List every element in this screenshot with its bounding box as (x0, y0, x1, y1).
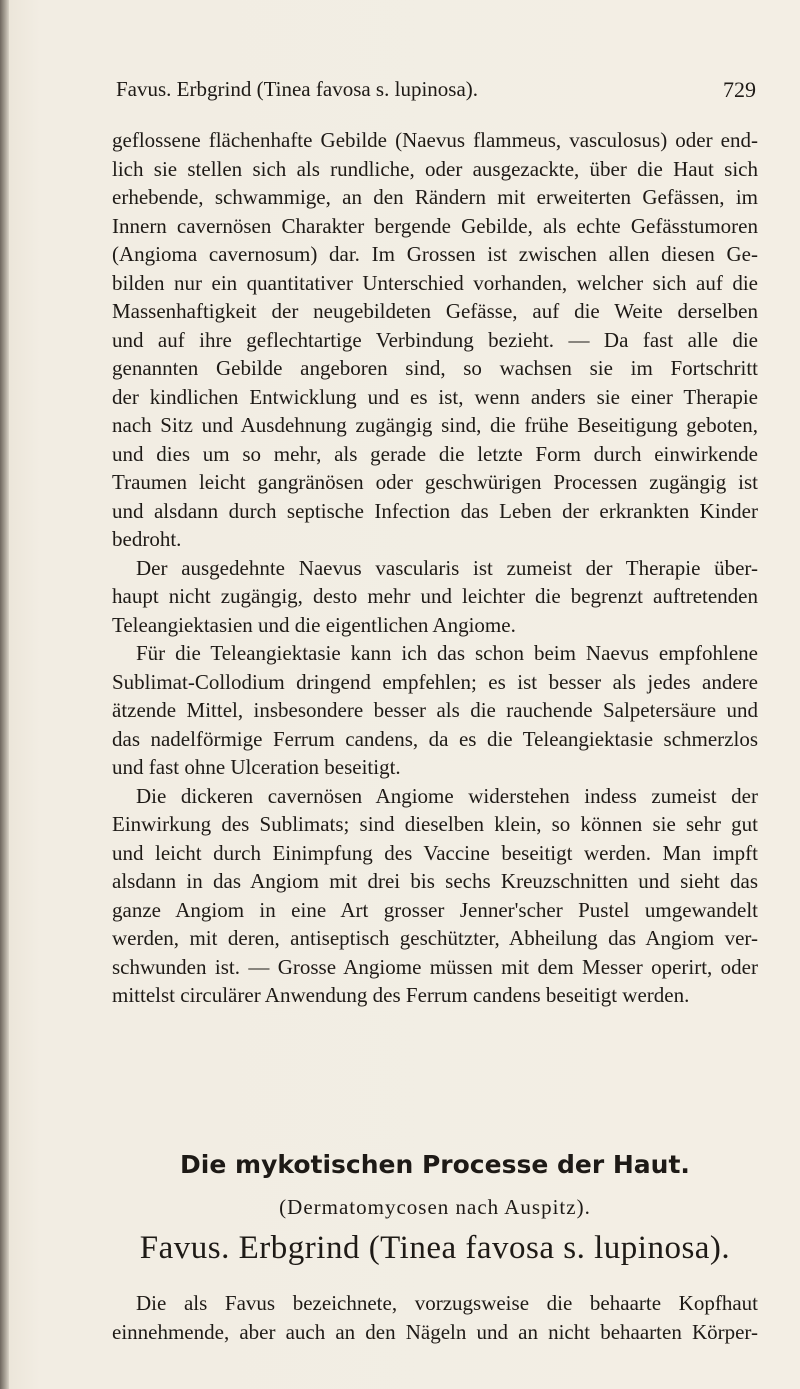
text-line: Die dickeren cavernösen Angiome widerstehen indess zumeist der (136, 783, 758, 808)
text-line: haupt nicht zugängig, desto mehr und leichter die begrenzt auftretenden (112, 584, 758, 608)
text-line: Einwirkung des Sublimats; sind dieselben klein, so können sie sehr gut (112, 812, 758, 836)
paragraph (112, 126, 758, 554)
section-subtitle: (Dermatomycosen nach Auspitz). (279, 1195, 591, 1219)
text-line: Der ausgedehnte Naevus vascularis ist zumeist der Therapie über- (136, 555, 758, 580)
text-line: Sublimat-Collodium dringend empfehlen; es ist besser als jedes andere (112, 669, 758, 694)
text-line: geflossene flächenhafte Gebilde (Naevus flammeus, vasculosus) oder end- (112, 128, 758, 152)
text-line: genannten Gebilde angeboren sind, so wachsen sie im Fortschritt (112, 356, 758, 380)
text-line: ätzende Mittel, insbesondere besser als die rauchende Salpetersäure und (112, 698, 758, 722)
text-line: ganze Angiom in eine Art grosser Jenner'scher Pustel umgewandelt (112, 897, 758, 922)
text-line: mittelst circulärer Anwendung des Ferrum candens beseitigt werden. (112, 983, 690, 1007)
text-line: Massenhaftigkeit der neugebildeten Gefässe, auf die Weite derselben (112, 299, 758, 323)
page-binding-edge (0, 0, 9, 1389)
chapter-heading: Favus. Erbgrind (Tinea favosa s. lupinosa). (139, 1230, 731, 1266)
text-line: Teleangiektasien und die eigentlichen Angiome. (112, 612, 516, 637)
text-line: werden, mit deren, antiseptisch geschützter, Abheilung das Angiom ver- (112, 926, 758, 950)
text-line: bedroht. (112, 527, 182, 551)
running-title: Favus. Erbgrind (Tinea favosa s. lupinosa). (116, 77, 479, 101)
text-line: und fast ohne Ulceration beseitigt. (112, 755, 401, 779)
body-text (112, 126, 758, 1010)
text-line: und dies um so mehr, als gerade die letzte Form durch einwirkende (112, 441, 758, 466)
text-line: und alsdann durch septische Infection das Leben der erkrankten Kinder (112, 498, 758, 523)
text-line: Die als Favus bezeichnete, vorzugsweise die behaarte Kopfhaut (136, 1291, 758, 1315)
text-line: bilden nur ein quantitativer Unterschied vorhanden, welcher sich auf die (112, 270, 758, 295)
text-line: Für die Teleangiektasie kann ich das schon beim Naevus empfohlene (136, 641, 758, 665)
text-line: und auf ihre geflechtartige Verbindung bezieht. — Da fast alle die (112, 327, 758, 352)
text-line: nach Sitz und Ausdehnung zugängig sind, die frühe Beseitigung geboten, (112, 413, 758, 437)
section-title: Die mykotischen Processe der Haut. (180, 1150, 690, 1179)
text-line: Traumen leicht gangränösen oder geschwürigen Processen zugängig ist (112, 470, 758, 494)
paragraph-favus-intro (112, 1289, 758, 1346)
text-line: Innern cavernösen Charakter bergende Gebilde, als echte Gefässtumoren (112, 213, 758, 238)
paragraph (112, 782, 758, 1010)
text-line: der kindlichen Entwicklung und es ist, wenn anders sie einer Therapie (112, 384, 758, 409)
text-line: schwunden ist. — Grosse Angiome müssen mit dem Messer operirt, oder (112, 954, 758, 979)
paragraph (112, 554, 758, 640)
text-line: und leicht durch Einimpfung des Vaccine beseitigt werden. Man impft (112, 840, 758, 865)
page-number: 729 (723, 77, 756, 102)
text-line: (Angioma cavernosum) dar. Im Grossen ist zwischen allen diesen Ge- (112, 242, 758, 266)
running-header (116, 77, 756, 107)
text-line: erhebende, schwammige, an den Rändern mit erweiterten Gefässen, im (112, 185, 758, 209)
text-line: lich sie stellen sich als rundliche, oder ausgezackte, über die Haut sich (112, 156, 758, 181)
text-line: einnehmende, aber auch an den Nägeln und an nicht behaarten Körper- (112, 1319, 758, 1344)
text-line: alsdann in das Angiom mit drei bis sechs Kreuzschnitten und sieht das (112, 869, 758, 893)
text-line: das nadelförmige Ferrum candens, da es die Teleangiektasie schmerzlos (112, 726, 758, 751)
paragraph (112, 639, 758, 782)
